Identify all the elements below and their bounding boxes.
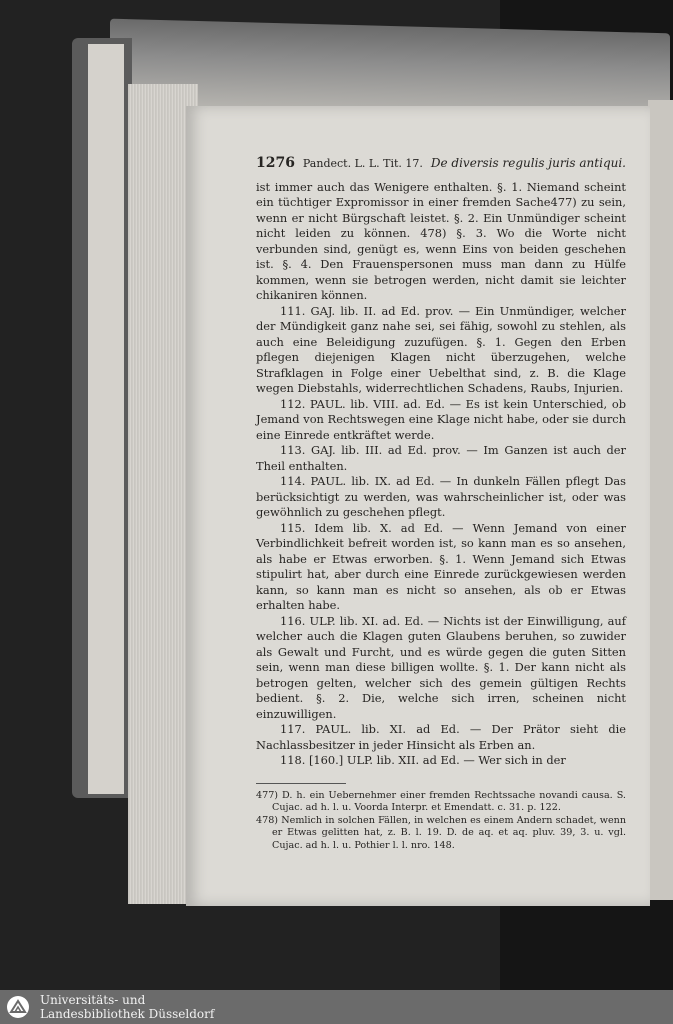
paragraph: 114. PAUL. lib. IX. ad Ed. — In dunkeln Fällen pflegt Das berücksichtigt zu werden, was wahrscheinlicher ist, oder was gewöhnlich zu geschehen pflegt. xyxy=(256,474,626,519)
paragraph: ist immer auch das Wenigere enthalten. §. 1. Niemand scheint ein tüchtiger Expromissor in einer fremden Sache477) zu sein, wenn er nicht Bürgschaft leistet. §. 2. Ein Unmündiger scheint nicht leiden zu können. 478) §. 3. Wo die Worte nicht verbunden sind, genügt es, wenn Eins von beiden geschehen ist. §. 4. Den Frauenspersonen muss man dann zu Hülfe kommen, wenn sie betrogen werden, nicht damit sie leichter chikaniren können. xyxy=(256,179,626,302)
paragraph: 117. PAUL. lib. XI. ad Ed. — Der Prätor sieht die Nachlassbesitzer in jeder Hinsicht als Erben an. xyxy=(256,722,626,752)
library-name[interactable] xyxy=(40,993,214,1021)
running-header xyxy=(256,156,626,172)
footnotes xyxy=(256,790,626,853)
footnote: 478) Nemlich in solchen Fällen, in welchen es einem Andern schadet, wenn er Etwas gelitten hat, z. B. l. 19. D. de aq. et aq. pluv. 39, 3. u. vgl. Cujac. ad h. l. u. Pothier l. l. nro. 148. xyxy=(256,814,626,851)
page-number: 1276 xyxy=(256,155,295,171)
paragraph: 116. ULP. lib. XI. ad. Ed. — Nichts ist der Einwilligung, auf welcher auch die Klagen guten Glaubens beruhen, so zuwider als Gewalt und Furcht, und es würde gegen die guten Sitten sein, wenn man diese billigen wollte. §. 1. Der kann nicht als betrogen gelten, welcher sich des gemein gültigen Rechts bedient. §. 2. Die, welche sich irren, scheinen nicht einzuwilligen. xyxy=(256,613,626,721)
running-head: Pandect. L. L. Tit. 17. xyxy=(302,157,423,170)
paragraph: 112. PAUL. lib. VIII. ad. Ed. — Es ist kein Unterschied, ob Jemand von Rechtswegen eine Klage nicht habe, oder sie durch eine Einrede entkräftet werde. xyxy=(256,396,626,442)
ulb-logo-icon[interactable] xyxy=(6,995,30,1019)
running-title: De diversis regulis juris antiqui. xyxy=(430,156,626,170)
main-text xyxy=(256,180,626,769)
facing-page-edge xyxy=(648,100,673,900)
page-text xyxy=(256,156,626,852)
footnote: 477) D. h. ein Uebernehmer einer fremden Rechtssache novandi causa. S. Cujac. ad h. l. u. Voorda Interpr. et Emendatt. c. 31. p. 122. xyxy=(256,789,626,814)
book-page xyxy=(186,106,650,906)
paragraph: 113. GAJ. lib. III. ad Ed. prov. — Im Ganzen ist auch der Theil enthalten. xyxy=(256,443,626,473)
footnote-rule xyxy=(256,783,346,784)
paragraph: 118. [160.] ULP. lib. XII. ad Ed. — Wer sich in der xyxy=(280,753,566,767)
library-line-2: Landesbibliothek Düsseldorf xyxy=(40,1007,215,1021)
paragraph: 111. GAJ. lib. II. ad Ed. prov. — Ein Unmündiger, welcher der Mündigkeit ganz nahe sei, sei fähig, sowohl zu stehlen, als auch eine Beleidigung zuzufügen. §. 1. Gegen den Erben pflegen diejenigen Klagen nicht überzugehen, welche Strafklagen in Folge einer Uebelthat sind, z. B. die Klage wegen Diebstahls, widerrechtlichen Schadens, Raubs, Injurien. xyxy=(256,303,626,395)
library-line-1: Universitäts- und xyxy=(40,993,146,1007)
paragraph: 115. Idem lib. X. ad Ed. — Wenn Jemand von einer Verbindlichkeit befreit worden ist, so kann man es so ansehen, als habe er Etwas erworben. §. 1. Wenn Jemand sich Etwas stipulirt hat, aber durch eine Einrede zurückgewiesen werden kann, so kann man es nicht so ansehen, als ob er Etwas erhalten habe. xyxy=(256,520,626,612)
cover-endpaper xyxy=(88,44,124,794)
library-footer xyxy=(0,990,673,1024)
